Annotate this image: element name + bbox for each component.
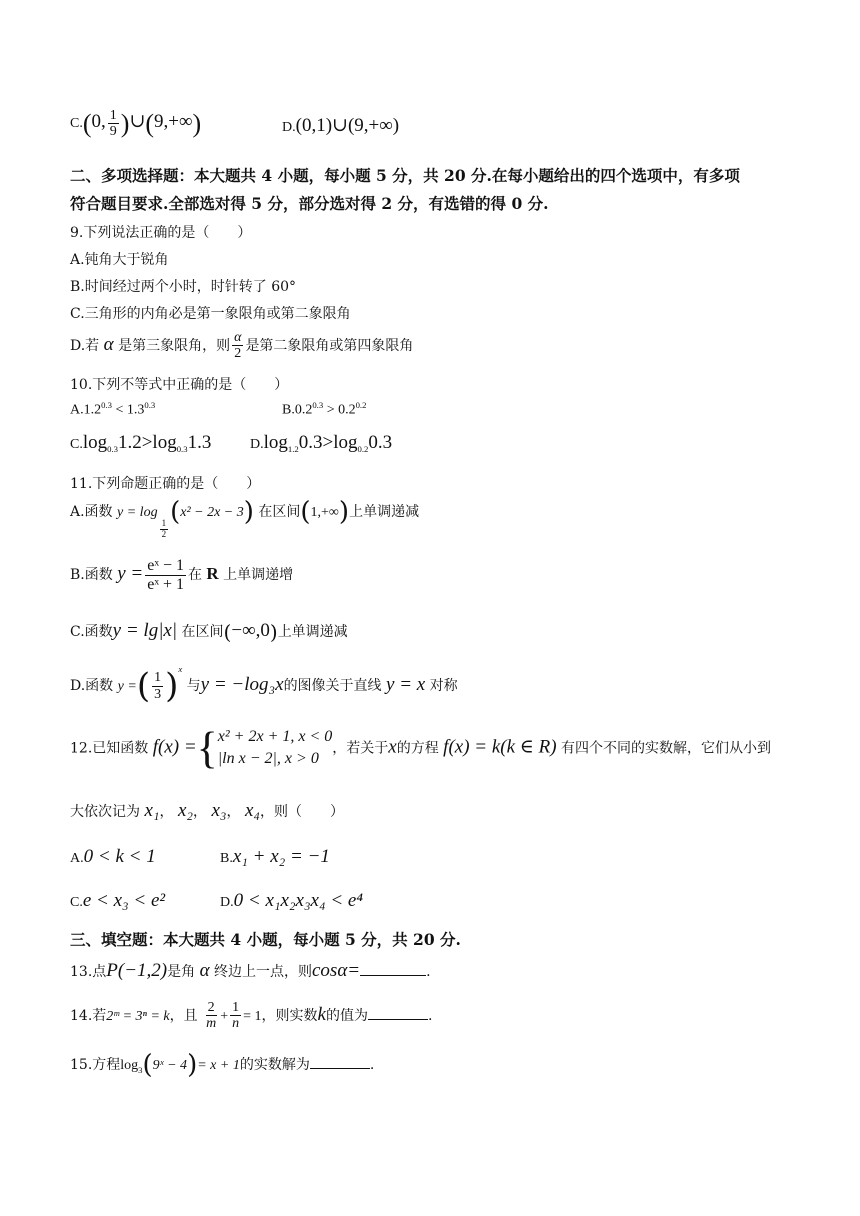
paren: ) (187, 1050, 198, 1080)
option-label: D. (282, 120, 296, 135)
sep: ， (193, 804, 207, 820)
var: k (317, 1003, 326, 1025)
q9-stem: 9.下列说法正确的是（ ） (70, 225, 252, 241)
q9-option-b: B.时间经过两个小时，时针转了 60° (70, 279, 297, 295)
expr: 2ᵐ = 3ⁿ = k (106, 1008, 170, 1024)
var: x₃ (211, 800, 227, 821)
interval: −∞,0 (231, 620, 270, 641)
func: y = lg|x| (112, 620, 178, 641)
frac-num: 1 (232, 1000, 240, 1015)
q12-line2 (70, 800, 344, 822)
expr: x₁ + x₂ = −1 (232, 846, 330, 867)
section2-heading-line1: 二、多项选择题：本大题共 4 小题，每小题 5 分，共 20 分.在每小题给出的四个选项中，有多项 (70, 166, 740, 185)
fraction (204, 1000, 218, 1032)
q12-option-b (220, 846, 330, 868)
q9-option-d (70, 330, 413, 362)
paren: ( (223, 620, 232, 644)
q12-option-a (70, 846, 156, 868)
text: 13.点 (70, 964, 107, 980)
exponent: 0.3 (101, 400, 112, 410)
frac-den: 3 (154, 686, 162, 702)
answer-blank[interactable] (310, 1056, 370, 1069)
frac-den: 9 (109, 124, 117, 140)
exponent: 0.3 (144, 400, 156, 410)
brace: { (196, 723, 218, 773)
arg: x² − 2x − 3 (180, 505, 244, 520)
frac-num: 1 (109, 108, 117, 123)
paren: ( (82, 108, 92, 138)
option-label: A. (70, 402, 84, 418)
text: D.若 (70, 337, 100, 354)
exponent: 0.2 (355, 400, 367, 410)
subscript: 0.2 (357, 443, 369, 454)
option-label: C. (70, 437, 83, 452)
expr-part: 0, (91, 111, 106, 133)
real-set-symbol: R (206, 564, 219, 584)
paren: ) (243, 497, 254, 527)
func: f(x) = (152, 736, 197, 758)
text: D.函数 (70, 678, 114, 694)
paren: ( (142, 1050, 153, 1080)
expr-part: log (263, 432, 288, 453)
exponent: x (178, 664, 183, 674)
expr: 0 < k < 1 (83, 846, 156, 867)
var: x (388, 736, 397, 758)
frac-den: m (206, 1016, 217, 1032)
var: x₄ (244, 800, 260, 821)
func: log (120, 1058, 139, 1073)
frac-den: 2 (161, 528, 167, 539)
sep: ， (226, 804, 241, 820)
q10-option-d (250, 432, 392, 454)
option-label: A. (70, 851, 84, 866)
log-base-fraction (160, 519, 169, 540)
q9-option-a: A.钝角大于锐角 (70, 252, 169, 268)
paren: ) (338, 497, 350, 527)
q10-option-c (70, 432, 211, 454)
expr: = 1 (243, 1008, 262, 1024)
paren: ( (300, 497, 311, 527)
text: 在区间 (181, 624, 224, 640)
section3-heading: 三、填空题：本大题共 4 小题，每小题 5 分，共 20 分. (70, 930, 461, 949)
q10-option-a (70, 400, 155, 419)
option-label: B. (282, 402, 295, 418)
subscript: 3 (138, 1064, 143, 1075)
func: y = (117, 679, 137, 694)
expr: = x + 1 (197, 1058, 240, 1073)
text: 的方程 (396, 740, 439, 757)
text: 上单调递减 (349, 504, 420, 520)
expr-part: 0.3 (368, 432, 393, 453)
text: 是第三象限角，则 (118, 337, 231, 354)
text: 上单调递增 (223, 567, 294, 584)
q12-stem (70, 723, 772, 773)
var: x₁ (144, 800, 160, 821)
paren: ) (165, 666, 179, 706)
frac-num: 2 (207, 1000, 215, 1015)
text: . (369, 1057, 375, 1073)
q10-stem: 10.下列不等式中正确的是（ ） (70, 377, 289, 393)
answer-blank[interactable] (360, 963, 426, 976)
text: 是角 (167, 964, 196, 980)
q8-option-c (70, 108, 201, 140)
expr: (0,1)∪(9,+∞) (295, 115, 400, 136)
option-label: B. (220, 851, 233, 866)
paren: ( (170, 497, 181, 527)
fraction (145, 557, 186, 593)
frac-num: 1 (154, 670, 162, 686)
expr-part: 0.2 (294, 402, 313, 418)
text: 上单调递减 (277, 624, 348, 640)
paren: ) (192, 108, 202, 138)
expr-part: log (82, 432, 108, 453)
text: . (426, 964, 431, 980)
frac-den: 2 (234, 346, 242, 362)
expr: 0 < x₁x₂x₃x₄ < e⁴ (233, 890, 363, 911)
text: 的图像关于直线 (283, 678, 382, 694)
q13 (70, 960, 431, 982)
subscript: 0.3 (176, 443, 188, 454)
text: 终边上一点，则 (214, 964, 312, 980)
paren: ) (120, 108, 130, 138)
equation: f(x) = k(k ∈ R) (443, 736, 557, 758)
option-label: C. (70, 895, 83, 910)
fraction (152, 670, 163, 702)
text: ，则实数 (261, 1007, 318, 1024)
fraction (108, 108, 119, 140)
expr-part: 1.3 (187, 432, 212, 453)
frac-den: n (232, 1016, 240, 1032)
cases (218, 726, 333, 771)
q9-option-c: C.三角形的内角必是第一象限角或第二象限角 (70, 306, 351, 322)
text: 大依次记为 (70, 804, 140, 820)
frac-num: eˣ − 1 (147, 557, 184, 574)
line-expr: y = x (386, 674, 426, 695)
text: 12.已知函数 (70, 740, 149, 757)
q11-option-d (70, 664, 458, 706)
var: x₂ (177, 800, 193, 821)
q14 (70, 1000, 432, 1032)
expr-part: < 1.3 (111, 402, 145, 418)
text: 与 (186, 678, 201, 694)
q11-option-c (70, 620, 348, 642)
expr-part: 1.2>log (117, 432, 177, 453)
expr-part: > 0.2 (323, 402, 356, 418)
text: B.函数 (70, 567, 113, 584)
func: y = log (117, 505, 158, 520)
text: ，且 (169, 1007, 198, 1024)
text: A.函数 (70, 504, 113, 520)
paren: ) (269, 620, 278, 644)
text: 对称 (429, 678, 458, 694)
func: y = −log₃x (200, 674, 284, 695)
expr: e < x₃ < e² (82, 890, 166, 911)
text: 在 (187, 567, 202, 584)
alpha-symbol: α (103, 333, 114, 355)
q11-stem: 11.下列命题正确的是（ ） (70, 476, 261, 492)
option-label: D. (250, 437, 264, 452)
q12-option-c (70, 890, 165, 912)
option-label: D. (220, 895, 234, 910)
union-symbol: ∪ (129, 111, 146, 133)
text: . (427, 1007, 433, 1024)
text: C.函数 (70, 624, 113, 640)
point: P(−1,2) (106, 960, 168, 981)
frac-den: eˣ + 1 (147, 575, 184, 593)
paren: ( (136, 666, 151, 706)
text: 有四个不同的实数解，它们从小到 (561, 740, 772, 757)
subscript: 1.2 (287, 443, 299, 454)
frac-num: 1 (161, 518, 167, 528)
q15 (70, 1052, 374, 1078)
arg: 9ˣ − 4 (152, 1058, 188, 1073)
text: ，则（ ） (260, 804, 344, 820)
text: 是第二象限角或第四象限角 (245, 337, 414, 354)
q8-option-d (282, 114, 399, 137)
frac-num: α (234, 330, 242, 345)
expr: cosα= (312, 960, 361, 981)
interval: 1,+∞ (310, 505, 339, 520)
text: 的值为 (325, 1007, 368, 1024)
expr-part: 0.3>log (298, 432, 358, 453)
q10-option-b (282, 400, 366, 419)
q12-option-d (220, 890, 363, 912)
q11-option-b (70, 557, 293, 593)
exponent: 0.3 (312, 400, 324, 410)
fraction (230, 1000, 241, 1032)
q11-option-a (70, 499, 419, 540)
sep: ， (159, 804, 174, 820)
fraction (232, 330, 243, 362)
expr-part: 9,+∞ (154, 111, 193, 133)
expr-part: 1.2 (83, 402, 102, 418)
text: 15.方程 (70, 1057, 121, 1073)
section2-heading-line2: 符合题目要求.全部选对得 5 分，部分选对得 2 分，有选错的得 0 分. (70, 194, 549, 213)
alpha-symbol: α (199, 960, 210, 981)
option-label: C. (70, 116, 83, 132)
text: 在区间 (258, 504, 301, 520)
func: y = (117, 563, 144, 585)
answer-blank[interactable] (368, 1007, 428, 1020)
text: 14.若 (70, 1007, 107, 1024)
text: ，若关于 (332, 740, 389, 757)
case: x² + 2x + 1, x < 0 (217, 728, 333, 745)
case: |ln x − 2|, x > 0 (217, 750, 319, 768)
paren: ( (145, 108, 155, 138)
subscript: 0.3 (107, 443, 118, 454)
text: 的实数解为 (239, 1057, 310, 1073)
plus: + (220, 1008, 229, 1024)
